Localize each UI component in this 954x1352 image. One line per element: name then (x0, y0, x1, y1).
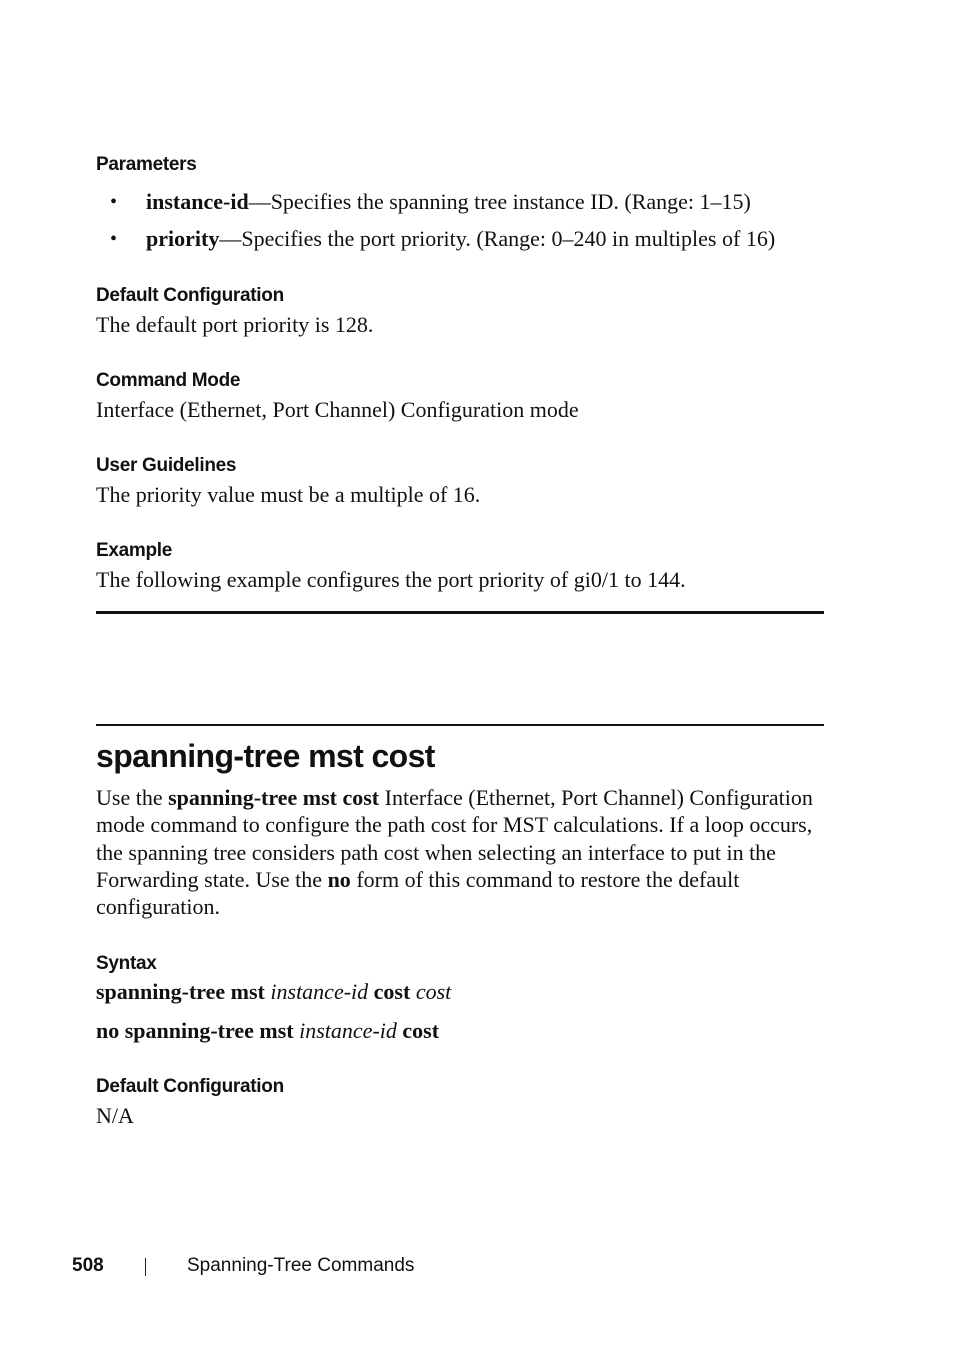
syntax-arg: instance-id (270, 979, 369, 1004)
syntax-line-1 (96, 978, 451, 1005)
user-guidelines-heading: User Guidelines (96, 455, 237, 476)
default-config-heading: Default Configuration (96, 285, 284, 306)
syntax-arg: instance-id (299, 1018, 397, 1043)
page-number: 508 (72, 1255, 104, 1276)
syntax-arg: cost (415, 979, 452, 1004)
bullet-icon: • (110, 228, 118, 250)
list-item (96, 225, 775, 262)
default-config-text: N/A (96, 1103, 134, 1128)
list-item (96, 188, 775, 225)
section-end-rule (96, 611, 824, 614)
parameters-list (96, 188, 775, 262)
user-guidelines-text: The priority value must be a multiple of 16. (96, 482, 481, 507)
default-config-heading: Default Configuration (96, 1076, 284, 1097)
section-start-rule (96, 724, 824, 726)
syntax-keyword: cost (402, 1018, 440, 1043)
example-text: The following example configures the port priority of gi0/1 to 144. (96, 567, 686, 592)
intro-command: spanning-tree mst cost (168, 785, 380, 810)
example-heading: Example (96, 540, 173, 561)
param-term: instance-id (146, 189, 249, 214)
intro-text: form of this command to restore the default configuration. (96, 866, 740, 920)
syntax-line-2 (96, 1017, 439, 1044)
syntax-heading: Syntax (96, 953, 157, 974)
syntax-keyword: cost (373, 979, 411, 1004)
default-config-text: The default port priority is 128. (96, 312, 374, 337)
param-term: priority (146, 226, 220, 251)
chapter-title: Spanning-Tree Commands (187, 1255, 415, 1276)
intro-text: Interface (Ethernet, Port Channel) Configuration mode command to configure the path cost for MST calculations. If a loop occurs, the spanning tree considers path cost when selecting an interface to put in the Forwarding state. Use the (96, 785, 813, 892)
bullet-icon: • (110, 191, 118, 213)
command-title: spanning-tree mst cost (96, 738, 435, 774)
syntax-keyword: spanning-tree mst (96, 979, 265, 1004)
param-desc: —Specifies the port priority. (Range: 0–240 in multiples of 16) (219, 226, 776, 251)
intro-text: Use the (96, 785, 169, 810)
command-mode-heading: Command Mode (96, 370, 241, 391)
intro-no-keyword: no (327, 866, 351, 892)
parameters-heading: Parameters (96, 154, 197, 175)
param-desc: —Specifies the spanning tree instance ID. (Range: 1–15) (248, 189, 751, 214)
footer-divider (145, 1258, 146, 1276)
command-description (96, 784, 824, 920)
command-mode-text: Interface (Ethernet, Port Channel) Configuration mode (96, 397, 579, 422)
syntax-keyword: no spanning-tree mst (96, 1018, 294, 1043)
